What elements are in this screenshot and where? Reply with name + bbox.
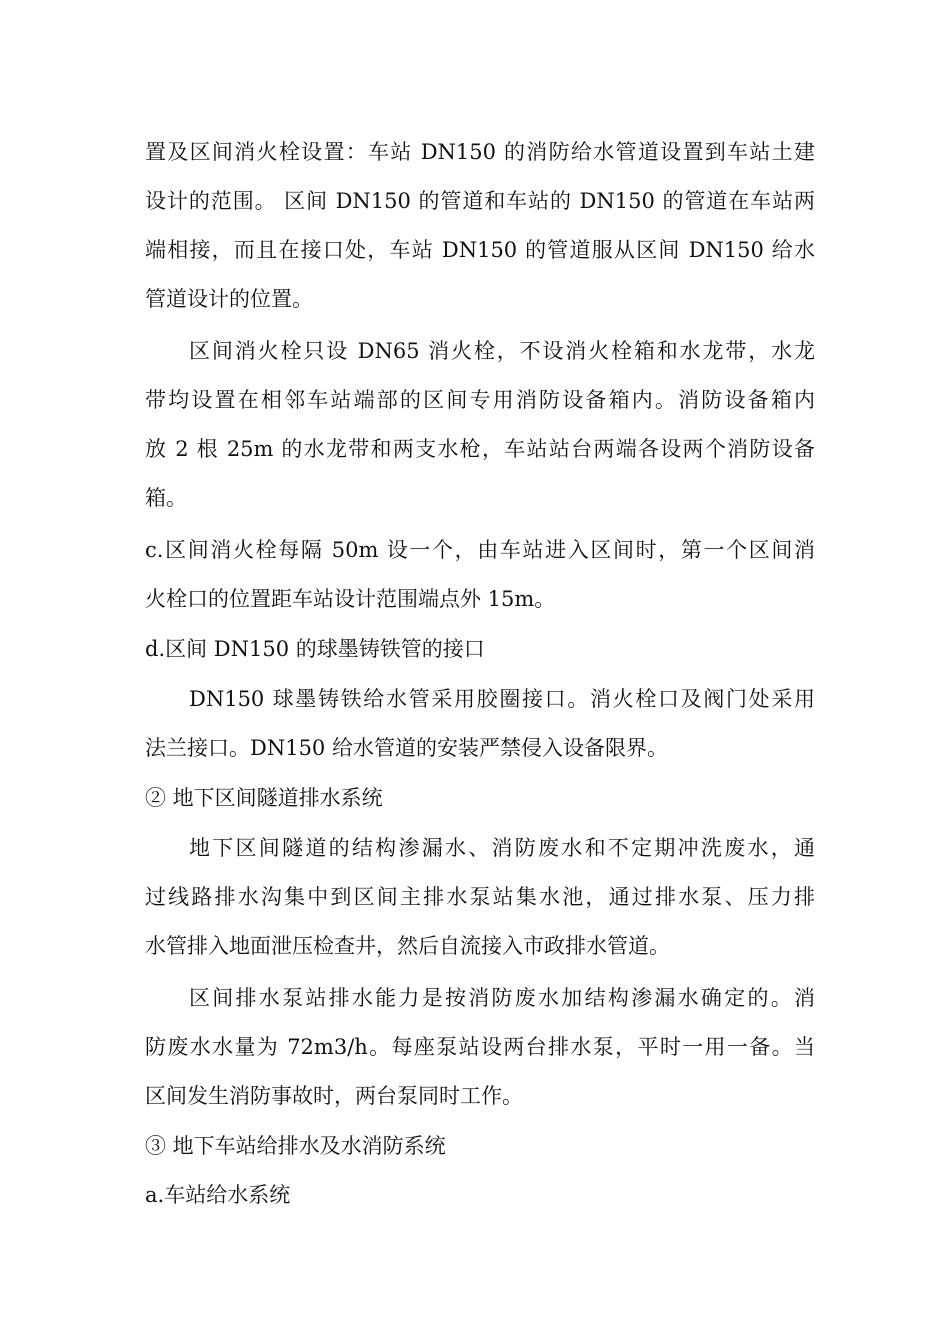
text-line: 箱。 (145, 486, 187, 510)
text-line: d.区间 DN150 的球墨铸铁管的接口 (145, 637, 485, 661)
text-line: c.区间消火栓每隔 50m 设一个，由车站进入区间时，第一个区间消 (145, 538, 815, 562)
text-line: 区间排水泵站排水能力是按消防废水加结构渗漏水确定的。消 (189, 986, 815, 1010)
text-line: 防废水水量为 72m3/h。每座泵站设两台排水泵，平时一用一备。当 (145, 1035, 815, 1059)
text-line: 水管排入地面泄压检查井，然后自流接入市政排水管道。 (145, 934, 670, 958)
text-line: 火栓口的位置距车站设计范围端点外 15m。 (145, 587, 556, 611)
text-line: 带均设置在相邻车站端部的区间专用消防设备箱内。消防设备箱内 (145, 388, 815, 412)
text-line: 地下区间隧道的结构渗漏水、消防废水和不定期冲洗废水，通 (189, 836, 815, 860)
subsection-heading: a.车站给水系统 (145, 1183, 291, 1207)
text-line: 管道设计的位置。 (145, 287, 313, 311)
text-line: 过线路排水沟集中到区间主排水泵站集水池，通过排水泵、压力排 (145, 885, 815, 909)
text-line: 法兰接口。DN150 给水管道的安装严禁侵入设备限界。 (145, 736, 668, 760)
text-line: 端相接，而且在接口处，车站 DN150 的管道服从区间 DN150 给水 (145, 238, 815, 262)
text-line: 区间发生消防事故时，两台泵同时工作。 (145, 1084, 523, 1108)
section-heading: ③ 地下车站给排水及水消防系统 (145, 1134, 446, 1158)
section-heading: ② 地下区间隧道排水系统 (145, 786, 383, 810)
text-line: 设计的范围。 区间 DN150 的管道和车站的 DN150 的管道在车站两 (145, 189, 815, 213)
text-line: 放 2 根 25m 的水龙带和两支水枪，车站站台两端各设两个消防设备 (145, 437, 815, 461)
text-line: DN150 球墨铸铁给水管采用胶圈接口。消火栓口及阀门处采用 (189, 687, 815, 711)
text-line: 区间消火栓只设 DN65 消火栓，不设消火栓箱和水龙带，水龙 (189, 339, 815, 363)
text-line: 置及区间消火栓设置：车站 DN150 的消防给水管道设置到车站土建 (145, 140, 815, 164)
